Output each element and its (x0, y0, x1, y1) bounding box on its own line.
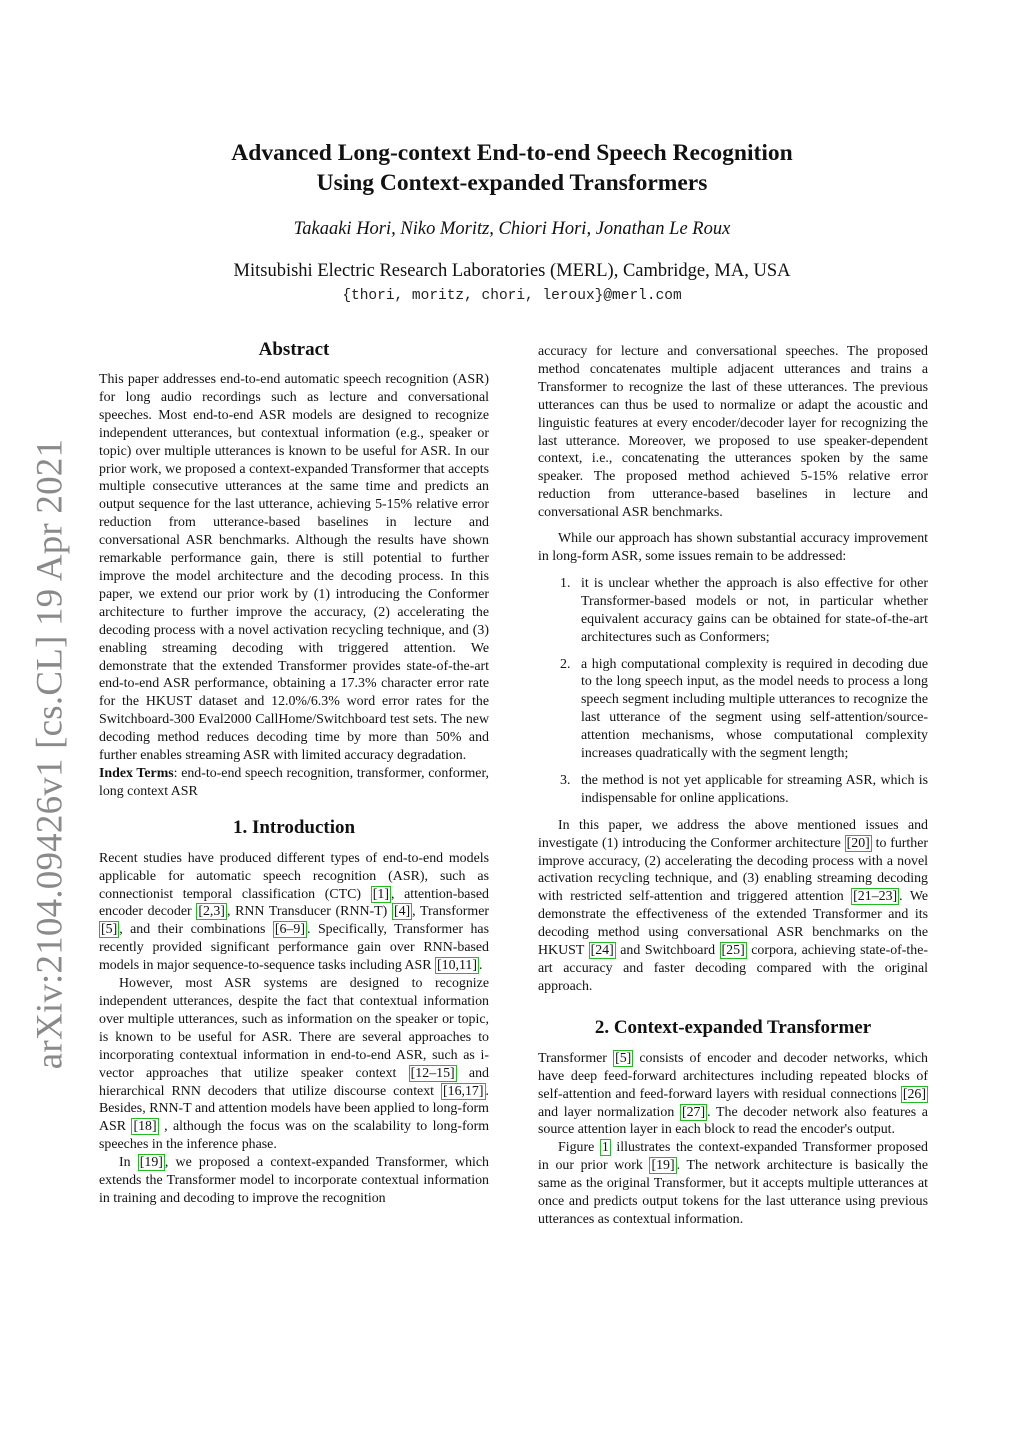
paragraph-text: consists of encoder and decoder networks, which have deep feed-forward architectures including repeated blocks of self-attention and feed-forward layers with residual connections (538, 1050, 929, 1102)
paragraph-text: . We demonstrate the effectiveness of the extended Transformer and its decoding method using conversational ASR benchmarks on the HKUST (538, 889, 928, 959)
index-terms-text: : end-to-end speech recognition, transformer, conformer, long context ASR (99, 765, 489, 799)
citation-link[interactable]: [16,17] (443, 1083, 484, 1099)
citation-link[interactable]: [26] (902, 1086, 926, 1102)
list-item: 1. it is unclear whether the approach is also effective for other Transformer-based models or not, in particular whether equivalent accuracy gains can be obtained for state-of-the-art architectures such as Conformers; (560, 575, 928, 645)
citation-link[interactable]: [12–15] (410, 1065, 455, 1081)
citation-link[interactable]: [18] (133, 1119, 157, 1135)
citation-link[interactable]: [19] (139, 1155, 163, 1171)
paragraph-text: and layer normalization (538, 1104, 680, 1120)
citation-link[interactable]: [2,3] (198, 904, 225, 920)
paragraph-text: , we proposed a context-expanded Transformer, which extends the Transformer model to incorporate contextual information in training and decoding to improve the recognition (99, 1155, 489, 1206)
citation-link[interactable]: [5] (101, 922, 118, 938)
intro-paragraph-5: While our approach has shown substantial accuracy improvement in long-form ASR, some issues remain to be addressed: (538, 531, 928, 564)
paragraph-text: corpora, achieving state-of-the-art accuracy and faster decoding compared with the original approach. (538, 943, 929, 994)
citation-link[interactable]: [27] (681, 1104, 706, 1120)
index-terms-label: Index Terms (99, 765, 174, 781)
list-item: 3. the method is not yet applicable for streaming ASR, which is indispensable for online applications. (560, 772, 928, 806)
paragraph-text: to further improve accuracy, (2) accelerating the decoding process with a novel activation recycling technique, and (3) enabling streaming decoding with restricted self-attention and triggered attention (538, 835, 928, 905)
paragraph-text: , attention-based encoder decoder (99, 886, 489, 920)
citation-link[interactable]: [21–23] (853, 889, 898, 905)
paragraph-text: In this paper, we address the above mentioned issues and investigate (1) introducing the Conformer architecture (538, 817, 928, 851)
arxiv-id: arXiv:2104.09426v1 [cs.CL] 19 Apr 2021 (29, 438, 71, 1070)
paragraph-text: . (479, 958, 483, 974)
paragraph-text: However, most ASR systems are designed to recognize independent utterances, despite the fact that contextual information over multiple utterances, such as information on the speaker or topic, is known to be useful for ASR. There are several approaches to incorporating contextual information in end-to-end ASR, such as i-vector approaches that utilize speaker context (99, 976, 489, 1081)
intro-paragraph-4: accuracy for lecture and conversational speeches. The proposed method concatenates multiple adjacent utterances and trains a Transformer to recognize the last of these utterances. The previous utterances can thus be used to normalize or adapt the acoustic and linguistic features at every encoder/decoder layer for recognizing the last utterance. Moreover, we proposed to use speaker-dependent context, i.e., concatenating the utterances spoken by the same speaker. The proposed method achieved 5-15% relative error reduction from utterance-based baselines in lecture and conversational ASR benchmarks. (538, 344, 928, 521)
arxiv-stamp (29, 438, 71, 1070)
citation-link[interactable]: [5] (615, 1050, 632, 1066)
left-column (99, 338, 489, 1208)
index-terms (99, 765, 489, 801)
email: {thori, moritz, chori, leroux}@merl.com (342, 288, 682, 304)
paragraph-text: . The decoder network also features a source attention layer in each block to read the encoder's output. (538, 1104, 928, 1138)
citation-link[interactable]: [1] (372, 886, 389, 902)
paragraph-text: , although the focus was on the scalability to long-form speeches in the inference phase. (99, 1119, 490, 1153)
section-2-heading: 2. Context-expanded Transformer (594, 1016, 872, 1038)
paragraph-text: , RNN Transducer (RNN-T) (226, 904, 392, 920)
title-line-2: Using Context-expanded Transformers (316, 170, 708, 196)
paragraph-text: Figure (558, 1140, 600, 1156)
paragraph-text: and Switchboard (615, 943, 720, 959)
paragraph-text: , and their combinations (119, 922, 273, 938)
list-item: 2. a high computational complexity is required in decoding due to the long speech input, as the model needs to process a long speech segment including multiple utterances to recognize the last utterance of the segment using self-attention/source-attention mechanisms, whose computational complexity increases quadratically with the segment length; (560, 656, 928, 762)
authors: Takaaki Hori, Niko Moritz, Chiori Hori, Jonathan Le Roux (293, 219, 731, 239)
citation-link[interactable]: [10,11] (437, 958, 478, 974)
paper-title (0, 138, 1024, 198)
paragraph-text: illustrates the context-expanded Transformer proposed in our prior work (538, 1140, 928, 1174)
citation-link[interactable]: [19] (651, 1158, 675, 1174)
paragraph-text: . The network architecture is basically the same as the original Transformer, but it accepts multiple utterances at once and predicts output tokens for the last utterance using previous utterances as contextual information. (538, 1158, 928, 1227)
section-2-paragraph-2 (538, 1139, 928, 1229)
citation-link[interactable]: [6–9] (274, 922, 305, 938)
intro-paragraph-3 (99, 1154, 489, 1208)
paragraph-text: and hierarchical RNN decoders that utilize discourse context (99, 1065, 489, 1099)
citation-link[interactable]: 1 (601, 1140, 609, 1156)
abstract-heading: Abstract (258, 339, 330, 360)
abstract-text: This paper addresses end-to-end automatic speech recognition (ASR) for long audio recordings such as lecture and conversational speeches. Most end-to-end ASR models are designed to recognize independent utterances, but contextual information (e.g., speaker or topic) over multiple utterances is known to be useful for ASR. In our prior work, we proposed a context-expanded Transformer that accepts multiple consecutive utterances at the same time and predicts an output sequence for the last utterance, achieving 5-15% relative error reduction from utterance-based baselines in lecture and conversational ASR benchmarks. Although the results have shown remarkable performance gain, there is still potential to further improve the model architecture and the decoding process. In this paper, we extend our prior work by (1) introducing the Conformer architecture to further improve the accuracy, (2) accelerating the decoding process with a novel activation recycling technique, and (3) enabling streaming decoding with triggered attention. We demonstrate that the extended Transformer provides state-of-the-art end-to-end ASR performance, obtaining a 17.3% character error rate for the HKUST dataset and 12.0%/6.3% word error rates for the Switchboard-300 Eval2000 CallHome/Switchboard test sets. The new decoding method reduces decoding time by more than 50% and further enables streaming ASR with limited accuracy degradation. (99, 372, 489, 764)
paragraph-text: , Transformer (412, 904, 489, 920)
issues-list (538, 575, 928, 808)
title-line-1: Advanced Long-context End-to-end Speech Recognition (231, 140, 793, 166)
paragraph-text: . Besides, RNN-T and attention models have been applied to long-form ASR (99, 1083, 489, 1135)
section-2-paragraph-1 (538, 1050, 928, 1140)
citation-link[interactable]: [24] (590, 943, 614, 959)
citation-link[interactable]: [25] (721, 943, 745, 959)
citation-link[interactable]: [20] (846, 835, 870, 851)
paragraph-text: . Specifically, Transformer has recently provided significant performance gain over RNN-based models in major sequence-to-sequence tasks including ASR (99, 922, 489, 974)
intro-paragraph-6 (538, 817, 928, 996)
intro-paragraph-2 (99, 975, 489, 1154)
paragraph-text: Recent studies have produced different types of end-to-end models applicable for automatic speech recognition (ASR), such as connectionist temporal classification (CTC) (99, 850, 489, 902)
intro-paragraph-1 (99, 850, 489, 975)
intro-heading: 1. Introduction (232, 816, 356, 838)
citation-link[interactable]: [4] (393, 904, 411, 920)
paragraph-text: In (119, 1155, 138, 1171)
affiliation: Mitsubishi Electric Research Laboratories (MERL), Cambridge, MA, USA (233, 261, 791, 281)
paragraph-text: Transformer (538, 1050, 614, 1066)
right-column (538, 343, 928, 1229)
